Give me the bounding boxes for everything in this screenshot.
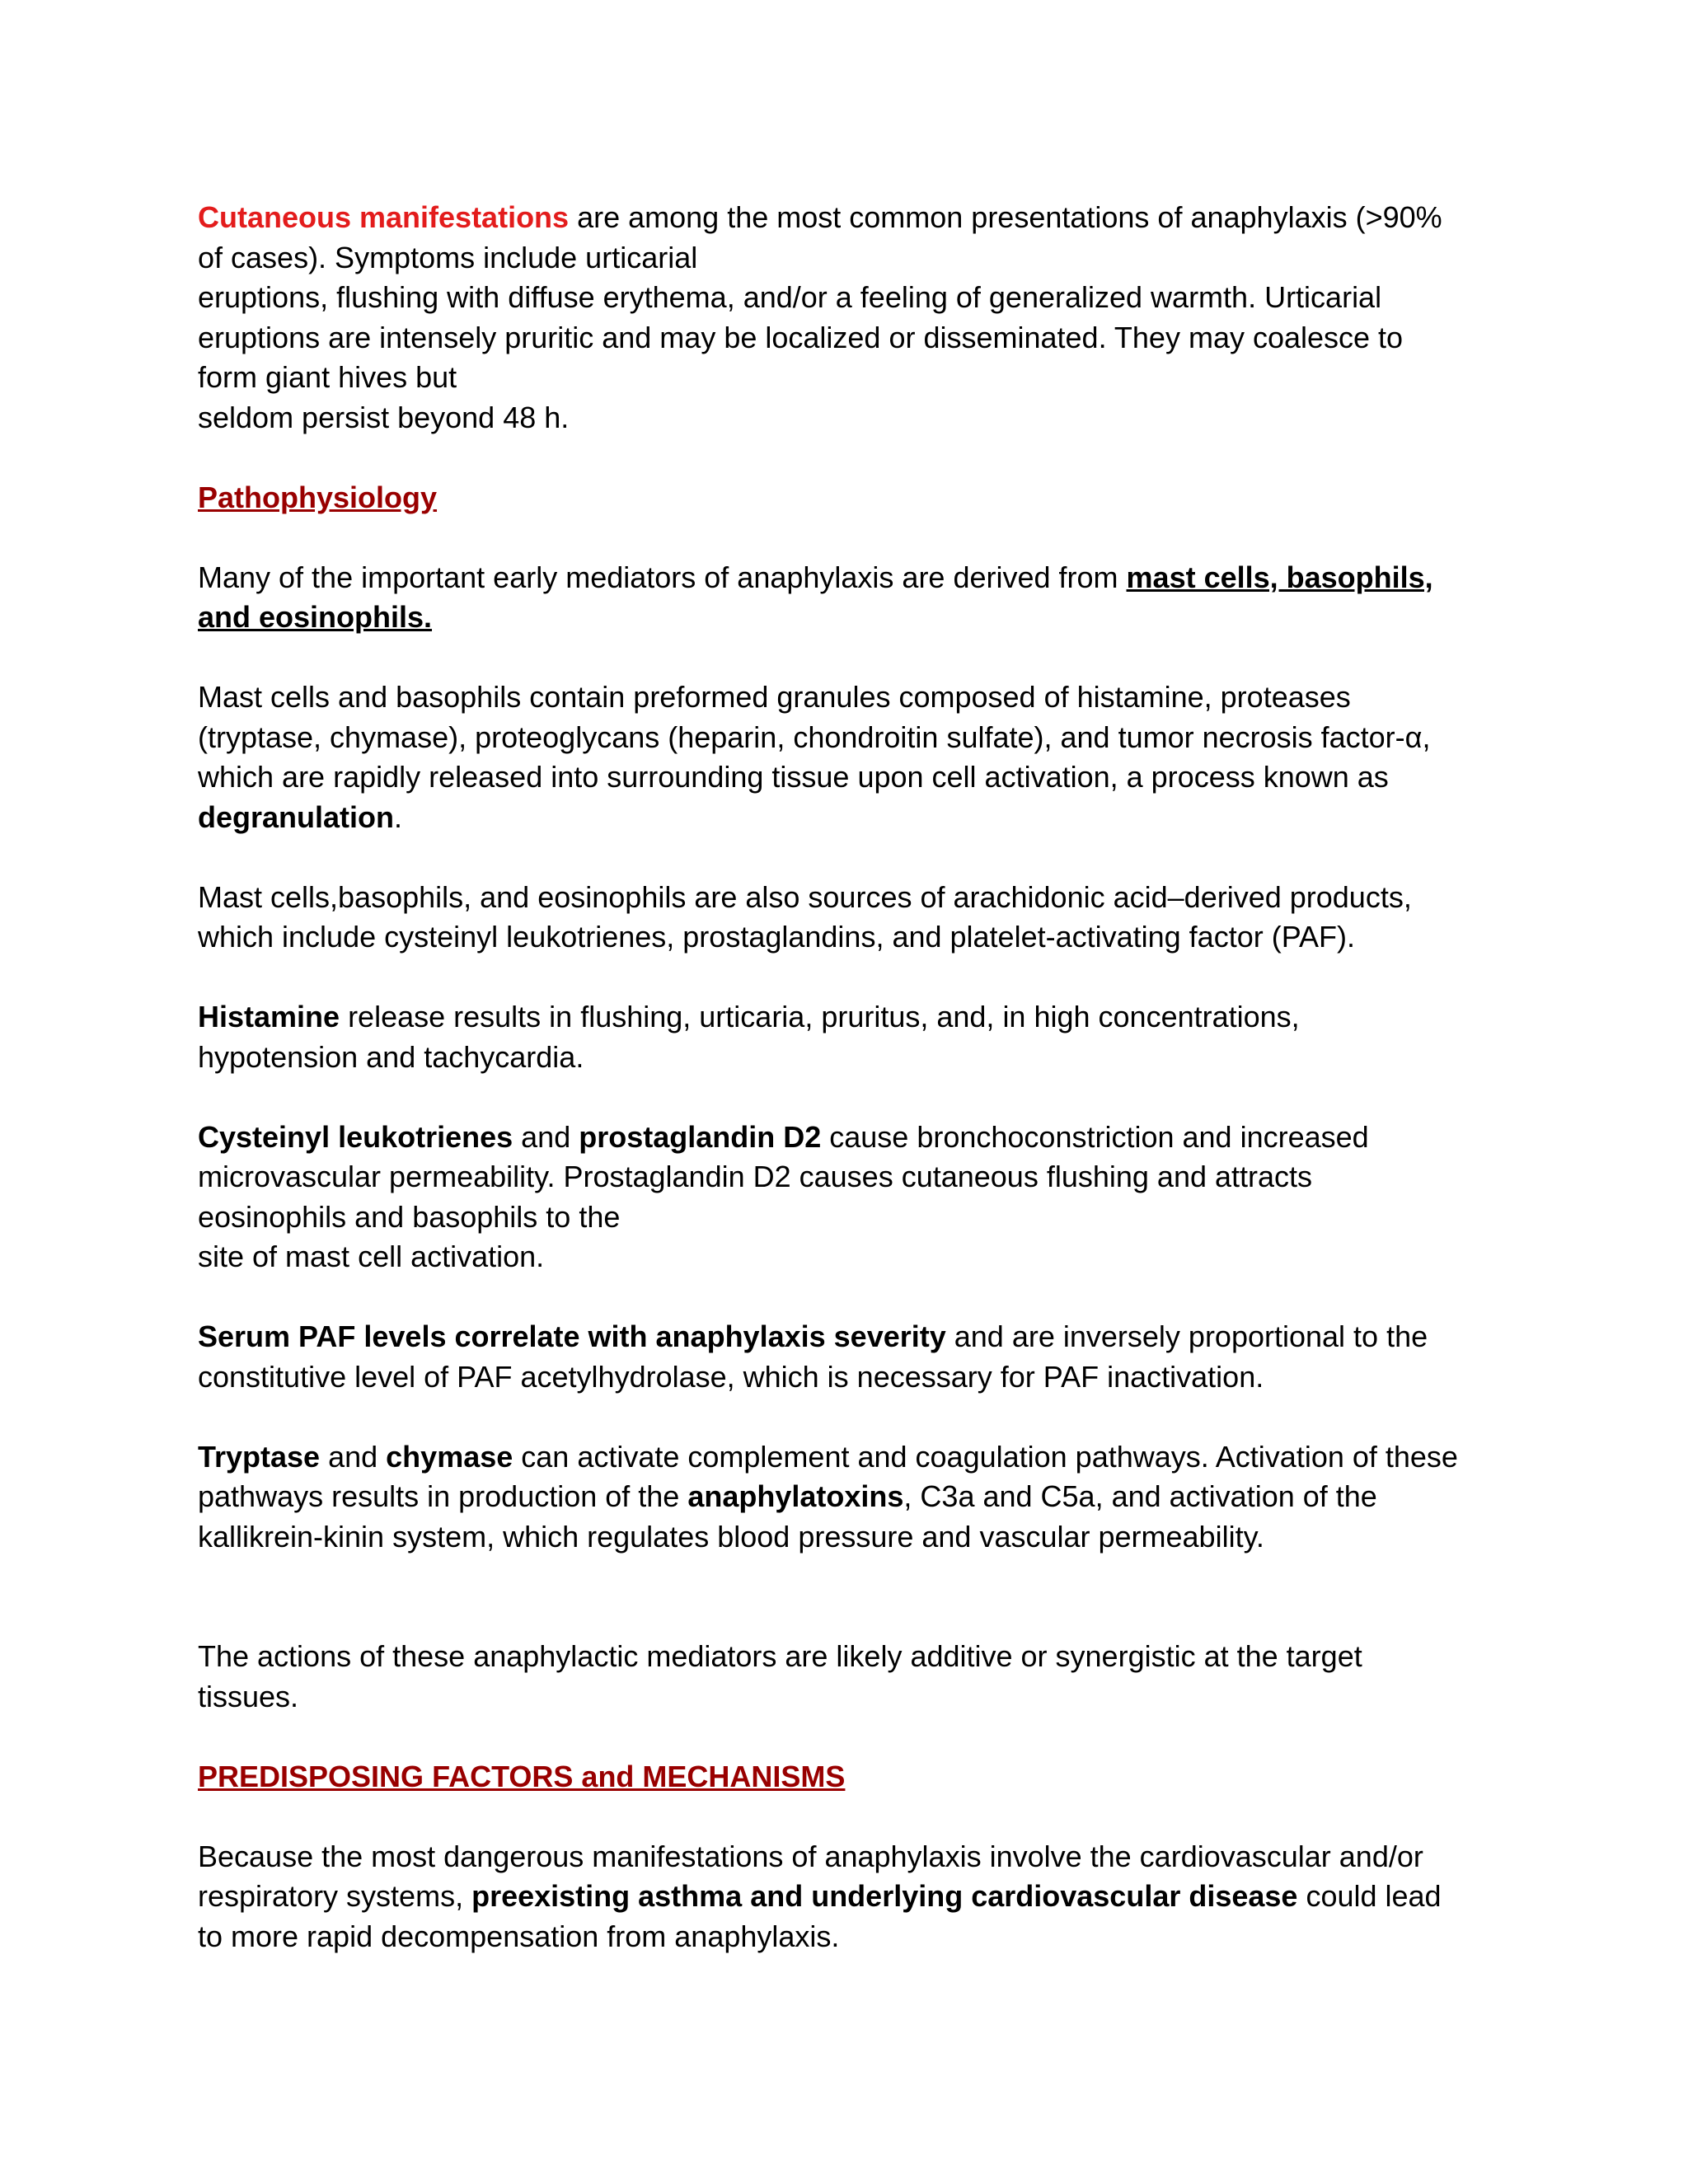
term-histamine: Histamine <box>198 1000 340 1033</box>
text-line: constitutive level of PAF acetylhydrolase, which is necessary for PAF inactivation. <box>198 1359 1264 1394</box>
term-degranulation: degranulation <box>198 799 395 834</box>
text-line: pathways results in production of the <box>198 1479 688 1513</box>
text-line: . <box>394 799 403 834</box>
text-line: microvascular permeability. Prostaglandin D2 causes cutaneous flushing and attracts <box>198 1160 1313 1193</box>
term-eosinophils: and eosinophils. <box>198 600 433 634</box>
text-line: and are inversely proportional to the <box>945 1319 1428 1353</box>
text-line: can activate complement and coagulation pathways. Activation of these <box>513 1439 1458 1474</box>
term-serum-paf: Serum PAF levels correlate with anaphylaxis severity <box>198 1319 946 1353</box>
term-mast-cells-basophils: mast cells, basophils, <box>1126 560 1433 594</box>
text-line: Many of the important early mediators of anaphylaxis are derived from <box>198 560 1127 594</box>
paragraph-arachidonic-acid <box>198 878 1500 958</box>
text-line: kallikrein-kinin system, which regulates blood pressure and vascular permeability. <box>198 1519 1264 1554</box>
paragraph-early-mediators <box>198 558 1500 638</box>
text-line: and <box>320 1439 387 1474</box>
paragraph-degranulation <box>198 677 1500 837</box>
document-page <box>198 198 1500 1997</box>
text-line: could lead <box>1297 1879 1442 1913</box>
text-line: (tryptase, chymase), proteoglycans (heparin, chondroitin sulfate), and tumor necrosis factor-α, <box>198 719 1431 754</box>
text-line: Because the most dangerous manifestations of anaphylaxis involve the cardiovascular and/or <box>198 1839 1423 1873</box>
text-line: tissues. <box>198 1679 299 1713</box>
text-line: and <box>513 1119 579 1154</box>
text-line: which are rapidly released into surrounding tissue upon cell activation, a process known as <box>198 760 1389 794</box>
term-anaphylatoxins: anaphylatoxins <box>687 1479 904 1513</box>
term-prostaglandin-d2: prostaglandin D2 <box>579 1119 822 1154</box>
text-line: Mast cells and basophils contain preformed granules composed of histamine, proteases <box>198 680 1351 714</box>
text-line: seldom persist beyond 48 h. <box>198 400 570 434</box>
paragraph-leukotrienes <box>198 1118 1500 1277</box>
text-line: to more rapid decompensation from anaphylaxis. <box>198 1919 840 1953</box>
text-line: are among the most common presentations of anaphylaxis (>90% <box>569 200 1442 234</box>
text-line: eruptions are intensely pruritic and may be localized or disseminated. They may coalesce to <box>198 320 1404 354</box>
paragraph-tryptase-chymase <box>198 1437 1500 1558</box>
text-line: hypotension and tachycardia. <box>198 1039 584 1074</box>
paragraph-cardiovascular <box>198 1837 1500 1957</box>
text-line: form giant hives but <box>198 360 457 394</box>
term-cutaneous-manifestations: Cutaneous manifestations <box>198 200 570 234</box>
text-line: The actions of these anaphylactic mediators are likely additive or synergistic at the target <box>198 1639 1362 1673</box>
term-tryptase: Tryptase <box>198 1439 321 1474</box>
text-line: eruptions, flushing with diffuse erythema, and/or a feeling of generalized warmth. Urticarial <box>198 280 1382 314</box>
term-preexisting-asthma: preexisting asthma and underlying cardiovascular disease <box>471 1879 1298 1913</box>
text-line: site of mast cell activation. <box>198 1240 545 1273</box>
paragraph-cutaneous-manifestations <box>198 198 1500 438</box>
text-line: Mast cells,basophils, and eosinophils are also sources of arachidonic acid–derived products, <box>198 879 1412 914</box>
text-line: eosinophils and basophils to the <box>198 1199 621 1234</box>
text-line: of cases). Symptoms include urticarial <box>198 240 698 274</box>
paragraph-histamine <box>198 997 1500 1077</box>
term-chymase: chymase <box>386 1439 513 1474</box>
text-line: respiratory systems, <box>198 1879 472 1913</box>
text-line: release results in flushing, urticaria, pruritus, and, in high concentrations, <box>340 1000 1300 1033</box>
heading-pathophysiology: Pathophysiology <box>198 480 438 514</box>
paragraph-synergistic <box>198 1637 1500 1717</box>
term-cysteinyl-leukotrienes: Cysteinyl leukotrienes <box>198 1119 513 1154</box>
heading-predisposing-factors: PREDISPOSING FACTORS and MECHANISMS <box>198 1759 846 1793</box>
text-line: cause bronchoconstriction and increased <box>821 1119 1369 1154</box>
paragraph-paf <box>198 1317 1500 1397</box>
text-line: which include cysteinyl leukotrienes, prostaglandins, and platelet-activating factor (PAF). <box>198 920 1356 954</box>
text-line: , C3a and C5a, and activation of the <box>903 1479 1377 1513</box>
